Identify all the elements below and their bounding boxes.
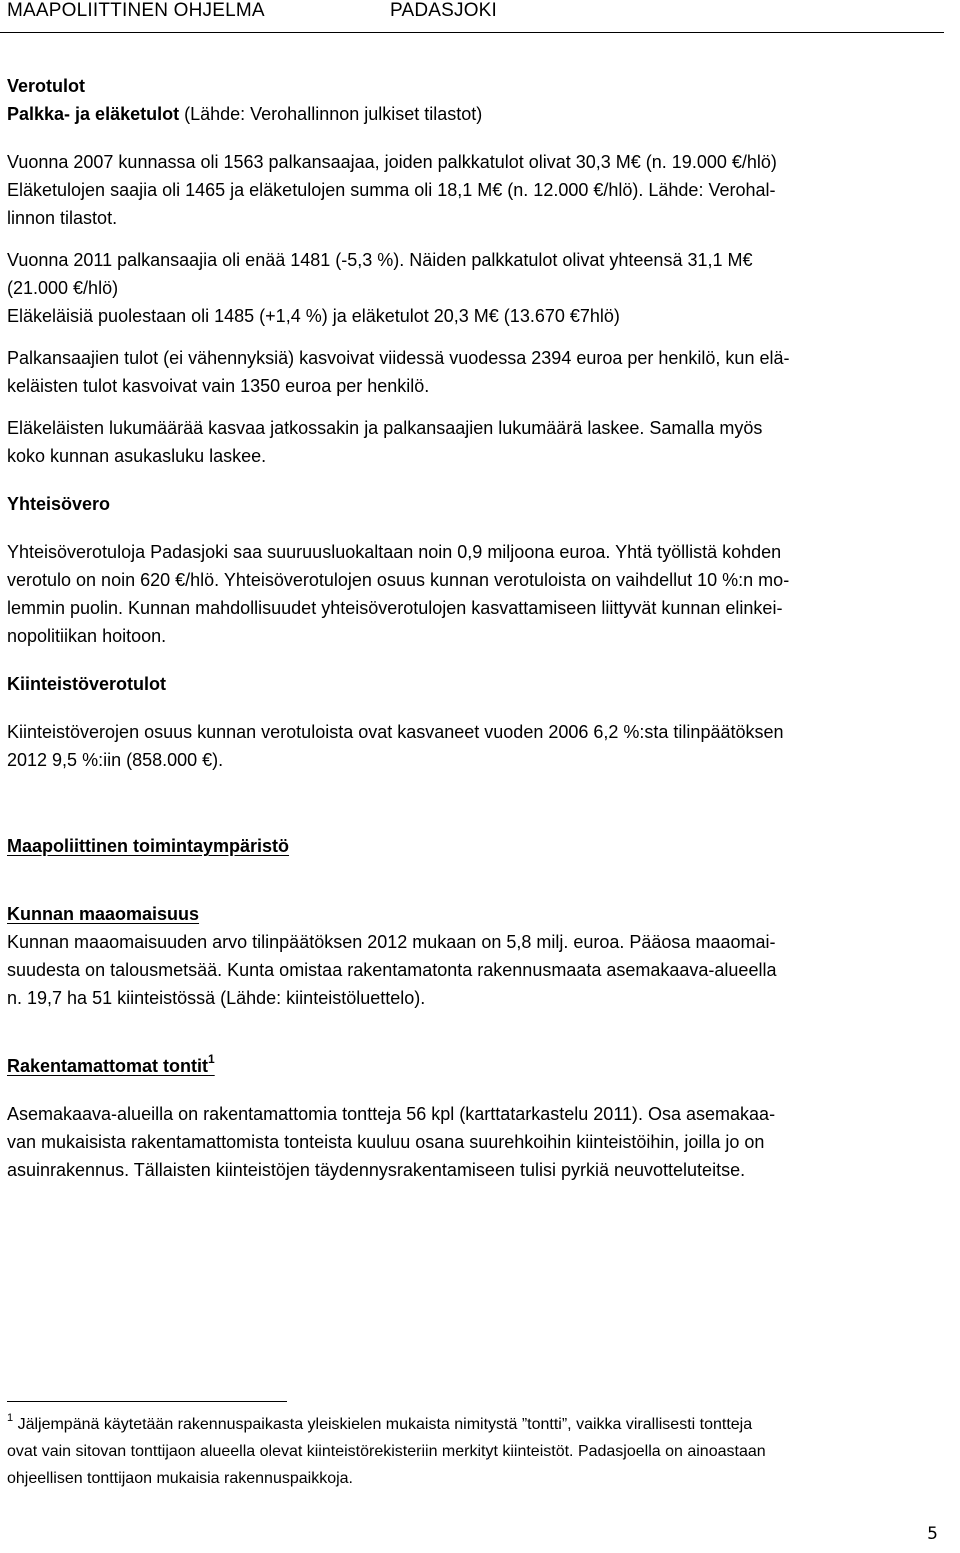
footnote-marker: 1 xyxy=(7,1411,14,1424)
paragraph-tulot-line: Palkansaajien tulot (ei vähennyksiä) kasvoivat viidessä vuodessa 2394 euroa per henkilö, kun elä- xyxy=(7,348,790,368)
paragraph-yhteisovero-line: Yhteisöverotuloja Padasjoki saa suuruusluokaltaan noin 0,9 miljoona euroa. Yhtä työllistä kohden xyxy=(7,542,782,562)
paragraph-maaomaisuus-line: suudesta on talousmetsää. Kunta omistaa rakentamatonta rakennusmaata asemakaava-alueella xyxy=(7,960,777,980)
heading-tontit-text: Rakentamattomat tontit xyxy=(7,1056,209,1076)
paragraph-kiinteistovero-line: Kiinteistöverojen osuus kunnan verotuloista ovat kasvaneet vuoden 2006 6,2 %:sta tilinpäätöksen xyxy=(7,722,784,742)
paragraph-tontit-line: Asemakaava-alueilla on rakentamattomia tontteja 56 kpl (karttatarkastelu 2011). Osa asemakaa- xyxy=(7,1104,776,1124)
page-number: 5 xyxy=(927,1524,938,1544)
heading-yhteisovero: Yhteisövero xyxy=(7,494,111,514)
footnote-text: Jäljempänä käytetään rakennuspaikasta yleiskielen mukaista nimitystä ”tontti”, vaikka virallisesti tontteja xyxy=(13,1416,753,1433)
header-document-title: MAAPOLIITTINEN OHJELMA xyxy=(7,0,265,21)
paragraph-elakelaiset-line: koko kunnan asukasluku laskee. xyxy=(7,446,267,466)
document-body xyxy=(7,72,942,1184)
footnote-divider xyxy=(7,1401,287,1402)
heading-palkka-source: (Lähde: Verohallinnon julkiset tilastot) xyxy=(179,104,483,124)
paragraph-2011-line: (21.000 €/hlö) xyxy=(7,278,119,298)
paragraph-yhteisovero-line: nopolitiikan hoitoon. xyxy=(7,626,167,646)
paragraph-yhteisovero-line: lemmin puolin. Kunnan mahdollisuudet yhteisöverotulojen kasvattamiseen liittyvät kunnan elinkei- xyxy=(7,598,783,618)
heading-palkka-text: Palkka- ja eläketulot xyxy=(7,104,180,124)
heading-verotulot: Verotulot xyxy=(7,76,86,96)
footnote xyxy=(7,1411,942,1492)
paragraph-tontit-line: van mukaisista rakentamattomista tonteista kuuluu osana suurehkoihin kiinteistöihin, joilla jo on xyxy=(7,1132,765,1152)
paragraph-2007-line: Vuonna 2007 kunnassa oli 1563 palkansaajaa, joiden palkkatulot olivat 30,3 M€ (n. 19.000 €/hlö) xyxy=(7,152,777,172)
paragraph-kiinteistovero-line: 2012 9,5 %:iin (858.000 €). xyxy=(7,750,224,770)
header-municipality: PADASJOKI xyxy=(390,0,498,21)
paragraph-2007-line: linnon tilastot. xyxy=(7,208,118,228)
paragraph-maaomaisuus-line: Kunnan maaomaisuuden arvo tilinpäätöksen 2012 mukaan on 5,8 milj. euroa. Pääosa maaomai- xyxy=(7,932,776,952)
paragraph-2011-line: Eläkeläisiä puolestaan oli 1485 (+1,4 %) ja eläketulot 20,3 M€ (13.670 €7hlö) xyxy=(7,306,620,326)
footnote-line xyxy=(7,1411,942,1438)
footnote-line: ovat vain sitovan tonttijaon alueella olevat kiinteistörekisteriin merkityt kiinteistöt. Padasjoella on ainoastaan xyxy=(7,1443,766,1460)
paragraph-2011-line: Vuonna 2011 palkansaajia oli enää 1481 (-5,3 %). Näiden palkkatulot olivat yhteensä 31,1 M€ xyxy=(7,250,753,270)
heading-maapoliittinen-toimintaymparisto: Maapoliittinen toimintaympäristö xyxy=(7,836,290,856)
paragraph-yhteisovero-line: verotulo on noin 620 €/hlö. Yhteisöverotulojen osuus kunnan verotuloista on vaihdellut 10 %:n mo- xyxy=(7,570,790,590)
footnote-reference: 1 xyxy=(208,1052,215,1066)
paragraph-tontit-line: asuinrakennus. Tällaisten kiinteistöjen täydennysrakentamiseen tulisi pyrkiä neuvotteluteitse. xyxy=(7,1160,746,1180)
heading-rakentamattomat-tontit xyxy=(7,1052,942,1080)
heading-palkka-elaketulot xyxy=(7,100,942,128)
page-header xyxy=(0,0,944,33)
paragraph-elakelaiset-line: Eläkeläisten lukumäärää kasvaa jatkossakin ja palkansaajien lukumäärä laskee. Samalla myös xyxy=(7,418,763,438)
paragraph-2007-line: Eläketulojen saajia oli 1465 ja eläketulojen summa oli 18,1 M€ (n. 12.000 €/hlö). Lähde: Verohal- xyxy=(7,180,776,200)
heading-kiinteistoverotulot: Kiinteistöverotulot xyxy=(7,674,167,694)
footnote-line: ohjeellisen tonttijaon mukaisia rakennuspaikkoja. xyxy=(7,1470,353,1487)
paragraph-maaomaisuus-line: n. 19,7 ha 51 kiinteistössä (Lähde: kiinteistöluettelo). xyxy=(7,988,426,1008)
heading-kunnan-maaomaisuus: Kunnan maaomaisuus xyxy=(7,904,200,924)
paragraph-tulot-line: keläisten tulot kasvoivat vain 1350 euroa per henkilö. xyxy=(7,376,430,396)
